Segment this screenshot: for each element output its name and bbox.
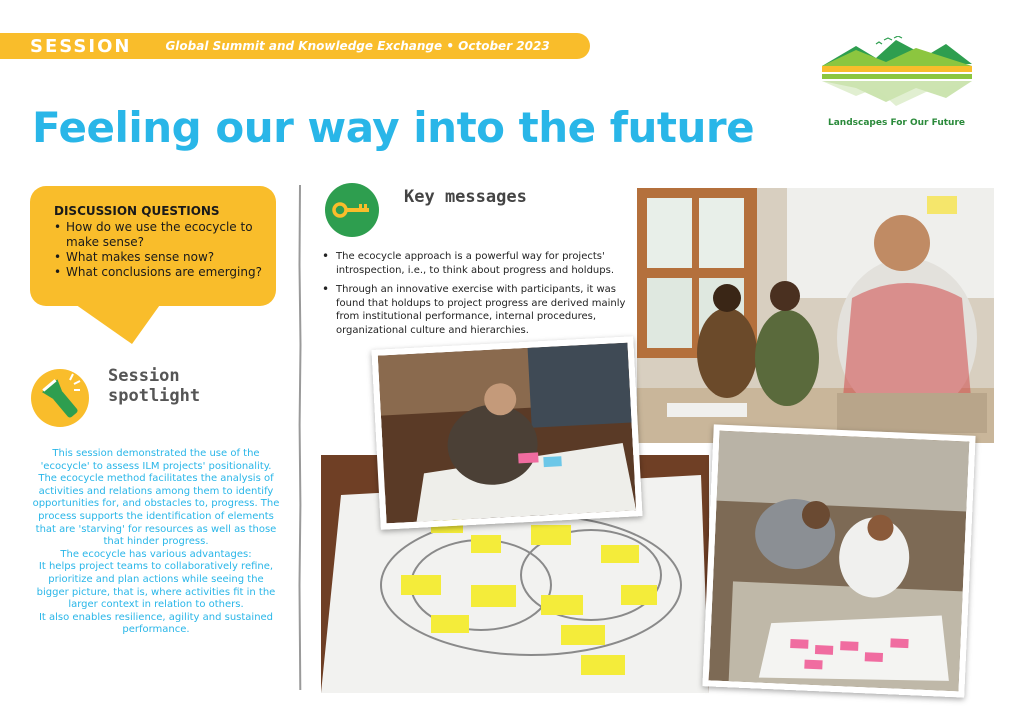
photo-participants-room <box>637 188 994 443</box>
flashlight-icon <box>30 368 90 428</box>
photo-man-writing <box>371 336 642 529</box>
key-messages-list <box>322 250 628 343</box>
discussion-question: • What makes sense now? <box>54 250 262 265</box>
bubble-tail <box>72 302 172 344</box>
spotlight-paragraph: The ecocycle has various advantages: <box>60 548 252 560</box>
logo-caption: Landscapes For Our Future <box>828 118 965 128</box>
discussion-question: • What conclusions are emerging? <box>54 265 262 280</box>
spotlight-body <box>32 448 280 637</box>
spotlight-title: Session spotlight <box>108 366 201 406</box>
key-message-item: • Through an innovative exercise with participants, it was found that holdups to project progress are derived mainly from institutional performance, internal procedures, organizational culture and hierarchies. <box>322 283 628 337</box>
session-banner <box>0 33 590 59</box>
photo-men-bending <box>702 424 975 697</box>
spotlight-paragraph: This session demonstrated the use of the 'ecocycle' to assess ILM projects' positionality. The ecocycle method facilitates the analysis of activities and relations among them to identify opportunities for, and obstacles to, progress. The process supports the identification of elements that are 'starving' for resources as well as those that hinder progress. <box>32 448 280 548</box>
spotlight-paragraph: It also enables resilience, agility and sustained performance. <box>38 611 274 636</box>
column-divider <box>298 185 302 690</box>
discussion-question: • How do we use the ecocycle to make sense? <box>54 220 262 250</box>
spotlight-paragraph: It helps project teams to collaboratively refine, prioritize and plan actions while seeing the bigger picture, that is, where activities fit in the larger context in relation to others. <box>36 561 276 611</box>
event-subtitle: Global Summit and Knowledge Exchange • October 2023 <box>165 39 550 53</box>
discussion-list <box>54 220 262 280</box>
landscapes-logo <box>816 36 976 131</box>
page-title: Feeling our way into the future <box>32 103 755 152</box>
discussion-heading: DISCUSSION QUESTIONS <box>54 204 220 218</box>
key-message-item: • The ecocycle approach is a powerful way for projects' introspection, i.e., to think about progress and holdups. <box>322 250 628 277</box>
key-messages-title: Key messages <box>404 187 527 207</box>
discussion-bubble <box>30 186 276 306</box>
key-icon <box>324 182 380 238</box>
session-label: SESSION <box>30 35 132 57</box>
